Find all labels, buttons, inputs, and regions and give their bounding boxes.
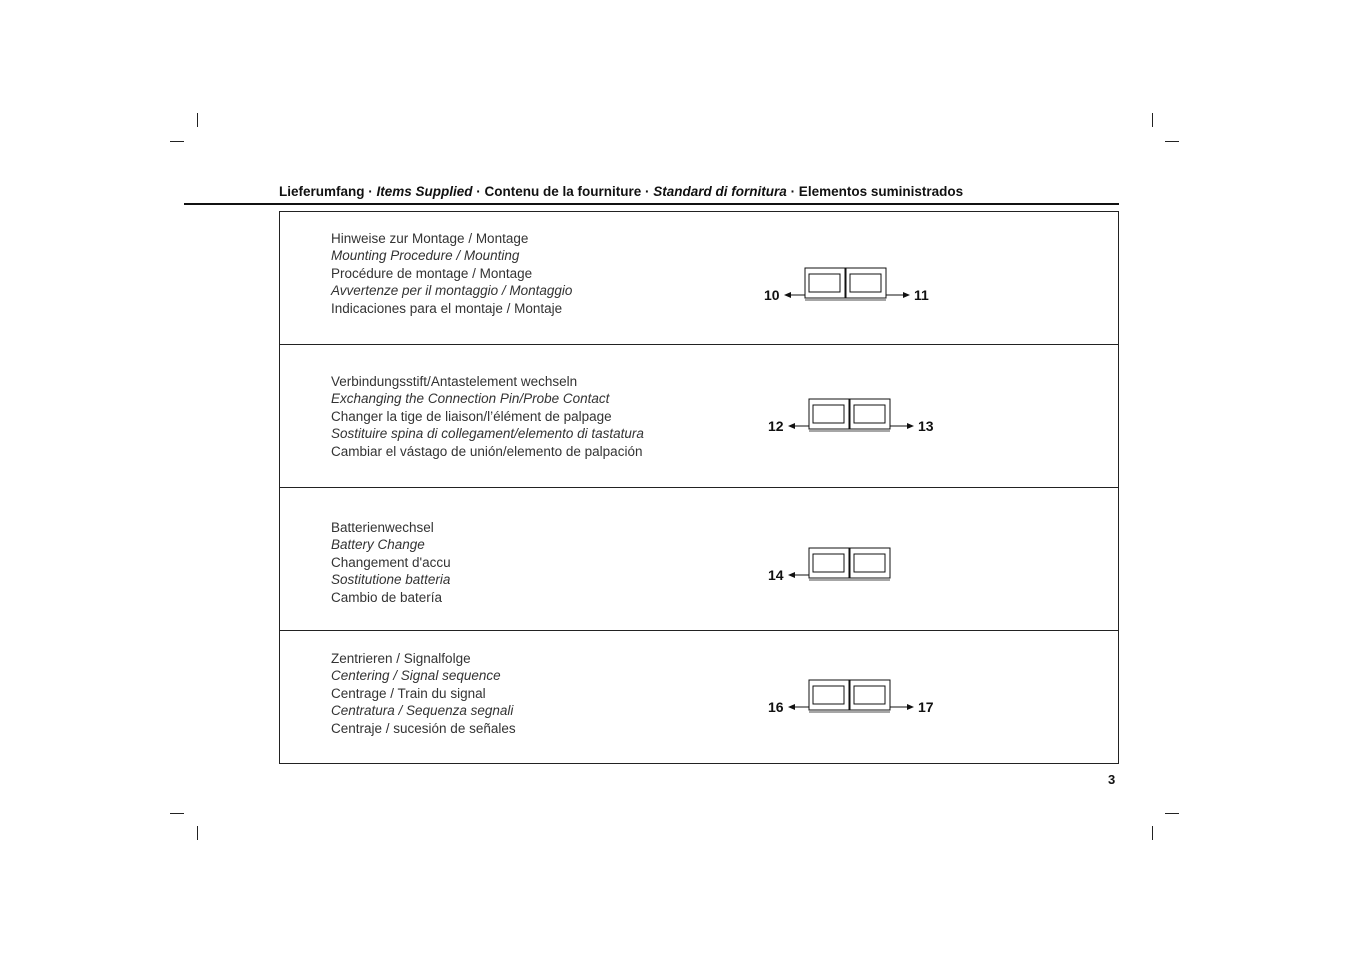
- page-ref-left: 16: [768, 699, 784, 715]
- line-en: Centering / Signal sequence: [331, 668, 501, 684]
- table-row: [280, 345, 1118, 488]
- arrow-left-icon: [788, 704, 809, 710]
- crop-mark: [1165, 141, 1179, 142]
- header-de: Lieferumfang ·: [279, 184, 377, 199]
- line-es: Centraje / sucesión de señales: [331, 720, 516, 736]
- arrow-left-icon: [788, 572, 809, 578]
- row-text: [331, 230, 572, 317]
- arrow-left-icon: [788, 423, 809, 429]
- line-en: Exchanging the Connection Pin/Probe Contact: [331, 391, 610, 407]
- row-text: [331, 650, 516, 737]
- open-book-icon: [805, 268, 886, 300]
- arrow-right-icon: [890, 423, 914, 429]
- arrow-right-icon: [886, 292, 910, 298]
- line-es: Cambiar el vástago de unión/elemento de palpación: [331, 443, 643, 459]
- row-text: [331, 373, 644, 460]
- crop-mark: [1152, 113, 1153, 127]
- contents-table: [279, 211, 1119, 764]
- section-header: [279, 184, 1119, 199]
- table-row: [280, 488, 1118, 631]
- line-fr: Procédure de montage / Montage: [331, 265, 533, 281]
- line-es: Indicaciones para el montaje / Montaje: [331, 300, 563, 316]
- table-row: [280, 631, 1118, 763]
- header-en: Items Supplied: [376, 184, 473, 199]
- page-ref-left: 12: [768, 418, 784, 434]
- page-number: 3: [1108, 772, 1116, 787]
- line-de: Verbindungsstift/Antastelement wechseln: [331, 374, 578, 389]
- crop-mark: [197, 826, 198, 840]
- line-it: Centratura / Sequenza segnali: [331, 703, 514, 719]
- crop-mark: [197, 113, 198, 127]
- open-book-icon: [809, 548, 890, 580]
- page-reference-figure: [764, 674, 964, 724]
- line-en: Mounting Procedure / Mounting: [331, 248, 520, 264]
- line-de: Batterienwechsel: [331, 520, 434, 535]
- open-book-icon: [809, 680, 890, 712]
- page-reference-figure: [760, 262, 960, 312]
- table-row: [280, 212, 1118, 345]
- header-it: Standard di fornitura: [653, 184, 787, 199]
- line-fr: Changement d'accu: [331, 554, 451, 570]
- header-es: · Elementos suministrados: [786, 184, 964, 199]
- crop-mark: [1152, 826, 1153, 840]
- line-de: Hinweise zur Montage / Montage: [331, 231, 529, 246]
- row-text: [331, 519, 451, 606]
- line-es: Cambio de batería: [331, 589, 443, 605]
- line-fr: Changer la tige de liaison/l’élément de palpage: [331, 408, 612, 424]
- page-reference-figure: [764, 393, 964, 443]
- crop-mark: [170, 813, 184, 814]
- page-ref-right: 11: [914, 287, 929, 303]
- open-book-icon: [809, 399, 890, 431]
- line-en: Battery Change: [331, 537, 425, 553]
- page-ref-right: 17: [918, 699, 934, 715]
- line-de: Zentrieren / Signalfolge: [331, 651, 471, 666]
- line-fr: Centrage / Train du signal: [331, 685, 486, 701]
- arrow-left-icon: [784, 292, 805, 298]
- header-rule: [184, 203, 1119, 205]
- page-reference-figure: [764, 542, 964, 592]
- crop-mark: [1165, 813, 1179, 814]
- line-it: Avvertenze per il montaggio / Montaggio: [331, 283, 573, 299]
- crop-mark: [170, 141, 184, 142]
- page-ref-left: 14: [768, 567, 784, 583]
- line-it: Sostitutione batteria: [331, 572, 451, 588]
- header-fr: · Contenu de la fourniture ·: [472, 184, 654, 199]
- arrow-right-icon: [890, 704, 914, 710]
- page-ref-right: 13: [918, 418, 934, 434]
- line-it: Sostituire spina di collegament/elemento di tastatura: [331, 426, 644, 442]
- page-ref-left: 10: [764, 287, 780, 303]
